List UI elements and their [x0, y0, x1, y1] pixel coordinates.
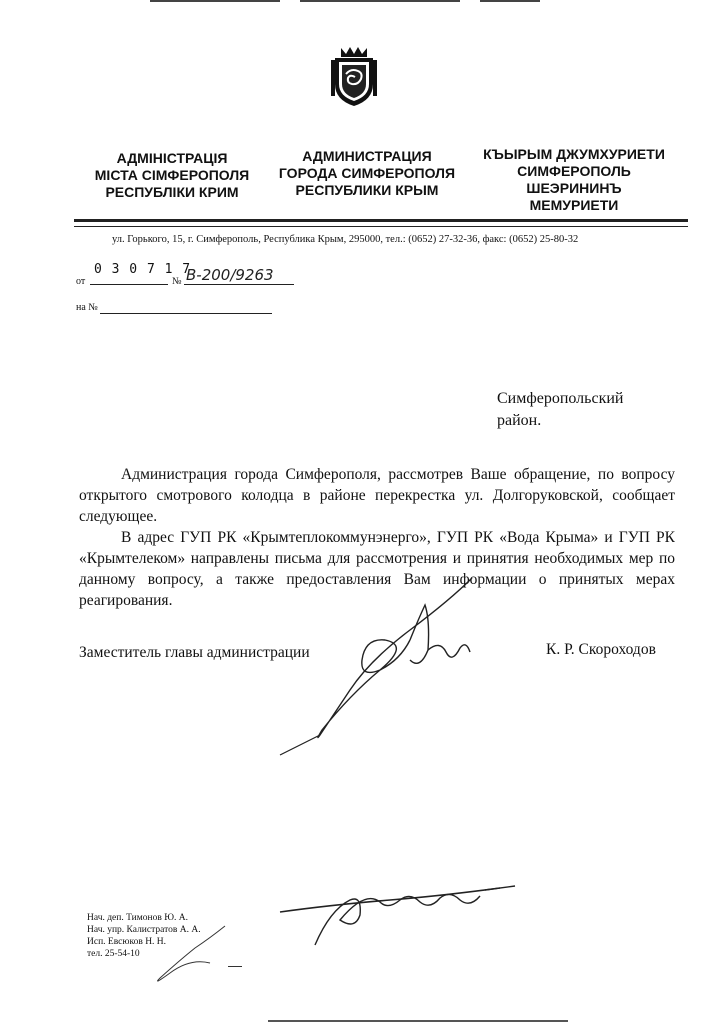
executor-line: Исп. Евсюков Н. Н. [87, 937, 167, 947]
header-rule-thin [74, 226, 688, 227]
header-rule-thick [74, 219, 688, 222]
header-crimean-tatar [472, 146, 676, 214]
registration-number: В-200/9263 [186, 266, 274, 284]
header-line: АДМІНІСТРАЦІЯ [116, 150, 228, 166]
scan-edge-mark [268, 1020, 568, 1022]
number-underline [184, 284, 294, 285]
body-paragraph-2: В адрес ГУП РК «Крымтеплокоммунэнерго», ГУП РК «Вода Крыма» и ГУП РК «Крымтелеком» направлены письма для рассмотрения и принятия необходимых мер по данному вопросу, а также предоставления Вам информации о принятых мерах реагирования. [79, 529, 675, 609]
executor-line: Нач. упр. Калистратов А. А. [87, 925, 201, 935]
recipient-line: район. [497, 412, 542, 429]
signatory-position: Заместитель главы администрации [79, 644, 310, 661]
executor-line: Нач. деп. Тимонов Ю. А. [87, 913, 188, 923]
initials-scribble [140, 918, 240, 988]
registration-date: 0 3 0 7 1 7 [94, 262, 192, 277]
crimea-coat-of-arms-icon [329, 44, 379, 108]
header-line: РЕСПУБЛИКИ КРЫМ [295, 182, 439, 198]
scan-edge-mark [300, 0, 460, 2]
header-line: МЕМУРИЕТИ [529, 197, 619, 213]
scan-mark [228, 966, 242, 967]
handwritten-signature [260, 560, 510, 760]
header-line: СИМФЕРОПОЛЬ [517, 163, 631, 179]
header-ukrainian [70, 150, 274, 201]
ref-label: на № [76, 302, 98, 313]
number-sign: № [172, 276, 182, 287]
header-line: АДМИНИСТРАЦИЯ [302, 148, 432, 164]
address-line: ул. Горького, 15, г. Симферополь, Республика Крым, 295000, тел.: (0652) 27-32-36, факс: (0652) 25-80-32 [112, 234, 579, 245]
recipient-block [497, 388, 623, 432]
signatory-name: К. Р. Скороходов [546, 641, 656, 658]
from-label: от [76, 276, 86, 287]
header-line: ГОРОДА СИМФЕРОПОЛЯ [278, 165, 456, 181]
ref-underline [100, 313, 272, 314]
header-line: КЪЫРЫМ ДЖУМХУРИЕТИ [483, 146, 665, 162]
header-line: РЕСПУБЛІКИ КРИМ [105, 184, 239, 200]
header-line: МІСТА СІМФЕРОПОЛЯ [94, 167, 250, 183]
scan-edge-mark [150, 0, 280, 2]
bottom-signature [270, 860, 530, 950]
header-russian [262, 148, 472, 199]
header-line: ШЕЭРИНИНЪ [526, 180, 622, 196]
recipient-line: Симферопольский [497, 390, 624, 407]
executor-line: тел. 25-54-10 [87, 949, 140, 959]
date-underline [90, 284, 168, 285]
scan-edge-mark [480, 0, 540, 2]
body-paragraph-1: Администрация города Симферополя, рассмотрев Ваше обращение, по вопросу открытого смотрового колодца в районе перекрестка ул. Долгоруковской, сообщает следующее. [79, 466, 675, 525]
